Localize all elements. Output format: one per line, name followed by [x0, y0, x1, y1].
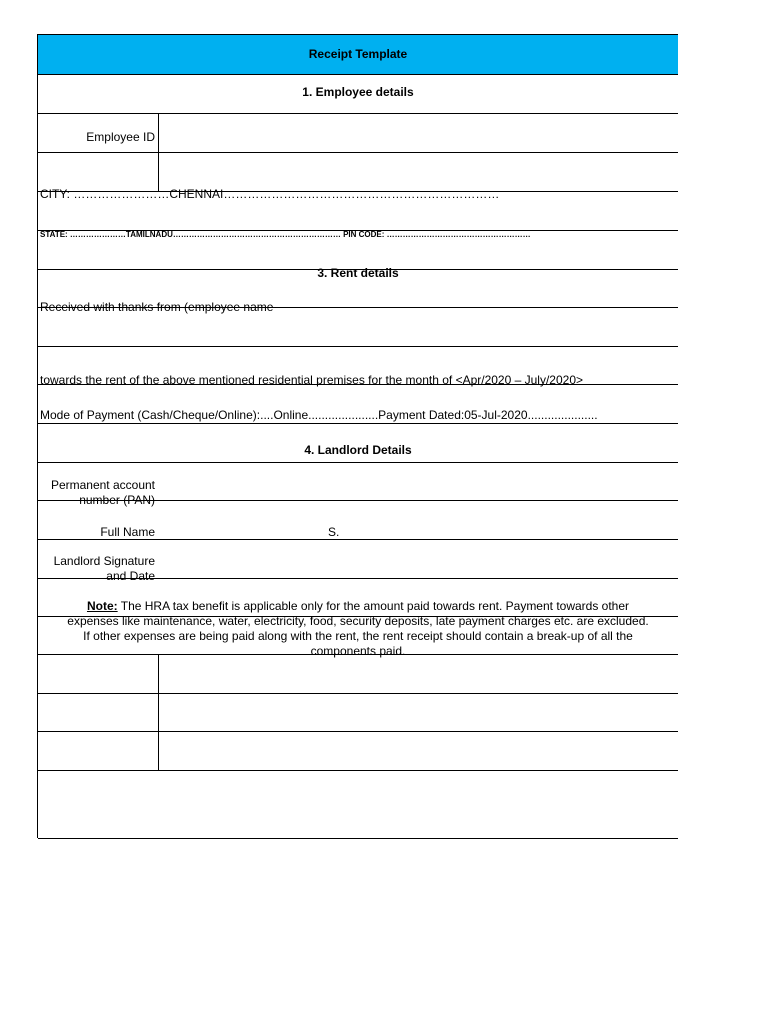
employee-section-heading: 1. Employee details: [302, 85, 414, 99]
signature-label-1: Landlord Signature: [53, 554, 155, 568]
note-text-1: The HRA tax benefit is applicable only for the amount paid towards rent. Payment towards other: [117, 599, 630, 613]
pan-label-1: Permanent account: [50, 478, 155, 492]
received-row: [38, 300, 678, 346]
receipt-sheet: [37, 34, 678, 838]
table-row: [38, 654, 678, 693]
column-divider: [158, 654, 159, 770]
note-row: [38, 599, 678, 658]
full-name-value: S.: [328, 525, 340, 539]
signature-label-2: and Date: [106, 569, 155, 583]
note-line-3: If other expenses are being paid along with the rent, the rent receipt should contain a break-up of all the: [83, 629, 633, 643]
employee-blank-row: [38, 152, 678, 191]
table-cell[interactable]: [159, 694, 677, 731]
towards-line: towards the rent of the above mentioned residential premises for the month of <Apr/2020 – July/2020>: [40, 373, 583, 387]
payment-line: Mode of Payment (Cash/Cheque/Online):....Online.....................Payment Dated:05-Jul-2020.....................: [40, 408, 598, 422]
table-row: [38, 693, 678, 731]
state-text: STATE: …………………TAMILNADU……………………………………………………… PIN CODE: ………………………………………………: [40, 230, 531, 239]
note-line-1: [38, 599, 678, 613]
employee-id-row: [38, 113, 678, 152]
employee-section-row: [38, 74, 678, 113]
note-label: Note:: [86, 599, 118, 613]
employee-id-field[interactable]: [159, 114, 677, 152]
table-row: [38, 731, 678, 770]
employee-name-field[interactable]: [159, 153, 677, 191]
state-row: [38, 230, 678, 269]
full-name-label: Full Name: [100, 525, 155, 539]
title-row: [38, 34, 678, 74]
table-cell[interactable]: [159, 732, 677, 770]
city-line: CITY: ……………………CHENNAI……………………………………………………………: [40, 187, 500, 201]
city-row: [38, 187, 678, 230]
note-line-2: expenses like maintenance, water, electricity, food, security deposits, late payment charges etc. are excluded.: [67, 614, 649, 628]
note-line-4: components paid.: [310, 644, 406, 658]
landlord-section-heading: 4. Landlord Details: [304, 443, 412, 457]
page-title: Receipt Template: [308, 47, 408, 61]
bottom-border: [38, 838, 678, 839]
footer-row: [38, 770, 678, 838]
employee-id-label: Employee ID: [86, 130, 155, 144]
received-line: Received with thanks from (employee name: [40, 300, 274, 314]
state-line: [40, 230, 531, 239]
pan-label-2: number (PAN): [79, 493, 155, 507]
table-cell[interactable]: [159, 655, 677, 693]
rent-section-heading: 3. Rent details: [317, 266, 399, 280]
